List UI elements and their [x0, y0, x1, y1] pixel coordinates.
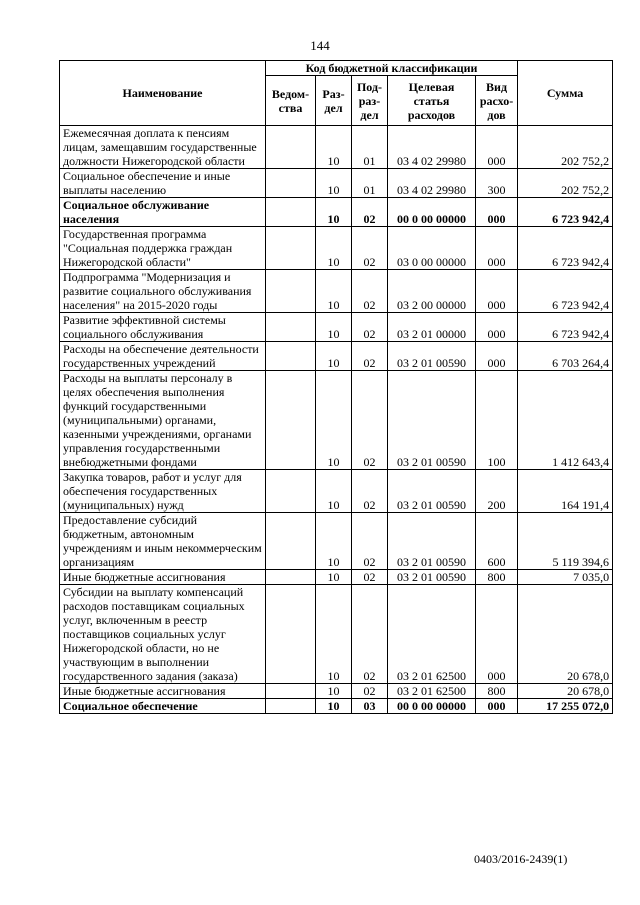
- row-name: Предоставление субсидий бюджетным, автономным учреждениям и иным некоммерческим организациям: [60, 513, 266, 570]
- row-podrazdel: 02: [352, 342, 388, 371]
- header-name: Наименование: [60, 61, 266, 126]
- header-vedomstvo: Ведом-ства: [266, 76, 316, 126]
- row-target-article: 03 2 01 00590: [388, 513, 476, 570]
- row-sum: 202 752,2: [518, 126, 613, 169]
- row-razdel: 10: [316, 169, 352, 198]
- row-vedomstvo: [266, 313, 316, 342]
- row-vedomstvo: [266, 570, 316, 585]
- row-name: Социальное обслуживание населения: [60, 198, 266, 227]
- table-row: [60, 570, 613, 585]
- table-row: [60, 342, 613, 371]
- row-name: Иные бюджетные ассигнования: [60, 684, 266, 699]
- row-expense-type: 000: [476, 227, 518, 270]
- row-target-article: 03 4 02 29980: [388, 126, 476, 169]
- header-classification-code: Код бюджетной классификации: [266, 61, 518, 76]
- table-row: [60, 227, 613, 270]
- row-podrazdel: 02: [352, 684, 388, 699]
- row-target-article: 00 0 00 00000: [388, 198, 476, 227]
- table-row: [60, 513, 613, 570]
- table-row: [60, 126, 613, 169]
- row-vedomstvo: [266, 342, 316, 371]
- row-vedomstvo: [266, 699, 316, 714]
- row-podrazdel: 02: [352, 513, 388, 570]
- row-vedomstvo: [266, 270, 316, 313]
- row-podrazdel: 02: [352, 270, 388, 313]
- row-name: Социальное обеспечение и иные выплаты населению: [60, 169, 266, 198]
- row-podrazdel: 01: [352, 169, 388, 198]
- row-expense-type: 800: [476, 570, 518, 585]
- row-sum: 20 678,0: [518, 585, 613, 684]
- row-sum: 17 255 072,0: [518, 699, 613, 714]
- row-sum: 202 752,2: [518, 169, 613, 198]
- row-podrazdel: 02: [352, 227, 388, 270]
- row-expense-type: 000: [476, 198, 518, 227]
- row-name: Подпрограмма "Модернизация и развитие социального обслуживания населения" на 2015-2020 годы: [60, 270, 266, 313]
- row-podrazdel: 03: [352, 699, 388, 714]
- row-name: Расходы на обеспечение деятельности государственных учреждений: [60, 342, 266, 371]
- row-podrazdel: 02: [352, 371, 388, 470]
- table-row: [60, 169, 613, 198]
- row-sum: 6 723 942,4: [518, 227, 613, 270]
- row-razdel: 10: [316, 270, 352, 313]
- row-name: Государственная программа "Социальная поддержка граждан Нижегородской области": [60, 227, 266, 270]
- row-expense-type: 000: [476, 270, 518, 313]
- row-expense-type: 800: [476, 684, 518, 699]
- header-target-article: Целевая статья расходов: [388, 76, 476, 126]
- row-sum: 6 703 264,4: [518, 342, 613, 371]
- row-name: Закупка товаров, работ и услуг для обеспечения государственных (муниципальных) нужд: [60, 470, 266, 513]
- row-sum: 5 119 394,6: [518, 513, 613, 570]
- row-vedomstvo: [266, 227, 316, 270]
- row-vedomstvo: [266, 684, 316, 699]
- budget-table: [59, 60, 613, 714]
- row-razdel: 10: [316, 198, 352, 227]
- row-razdel: 10: [316, 371, 352, 470]
- header-podrazdel: Под-раз-дел: [352, 76, 388, 126]
- row-name: Развитие эффективной системы социального обслуживания: [60, 313, 266, 342]
- row-target-article: 03 0 00 00000: [388, 227, 476, 270]
- row-podrazdel: 02: [352, 313, 388, 342]
- row-razdel: 10: [316, 342, 352, 371]
- row-sum: 6 723 942,4: [518, 198, 613, 227]
- row-razdel: 10: [316, 313, 352, 342]
- row-target-article: 03 2 01 00590: [388, 371, 476, 470]
- row-expense-type: 000: [476, 699, 518, 714]
- row-expense-type: 600: [476, 513, 518, 570]
- header-razdel: Раз-дел: [316, 76, 352, 126]
- row-vedomstvo: [266, 371, 316, 470]
- row-target-article: 03 2 01 62500: [388, 585, 476, 684]
- row-sum: 20 678,0: [518, 684, 613, 699]
- row-target-article: 03 2 01 62500: [388, 684, 476, 699]
- row-expense-type: 000: [476, 585, 518, 684]
- row-expense-type: 000: [476, 342, 518, 371]
- table-row: [60, 684, 613, 699]
- row-target-article: 03 2 00 00000: [388, 270, 476, 313]
- document-number: 0403/2016-2439(1): [474, 852, 568, 866]
- row-expense-type: 100: [476, 371, 518, 470]
- row-target-article: 03 2 01 00590: [388, 342, 476, 371]
- row-podrazdel: 02: [352, 198, 388, 227]
- row-vedomstvo: [266, 198, 316, 227]
- row-name: Социальное обеспечение: [60, 699, 266, 714]
- row-razdel: 10: [316, 126, 352, 169]
- row-target-article: 03 2 01 00000: [388, 313, 476, 342]
- row-razdel: 10: [316, 699, 352, 714]
- row-name: Субсидии на выплату компенсаций расходов поставщикам социальных услуг, включенным в реестр поставщиков социальных услуг Нижегородской области, но не участвующим в выполнении государственного задания (заказа): [60, 585, 266, 684]
- row-razdel: 10: [316, 513, 352, 570]
- row-sum: 7 035,0: [518, 570, 613, 585]
- row-expense-type: 300: [476, 169, 518, 198]
- row-vedomstvo: [266, 470, 316, 513]
- header-sum: Сумма: [518, 61, 613, 126]
- row-razdel: 10: [316, 470, 352, 513]
- row-razdel: 10: [316, 684, 352, 699]
- row-name: Иные бюджетные ассигнования: [60, 570, 266, 585]
- row-target-article: 03 4 02 29980: [388, 169, 476, 198]
- table-row: [60, 198, 613, 227]
- table-row: [60, 585, 613, 684]
- row-expense-type: 200: [476, 470, 518, 513]
- row-sum: 6 723 942,4: [518, 313, 613, 342]
- table-row: [60, 270, 613, 313]
- page-number: 144: [310, 38, 330, 53]
- table-row: [60, 313, 613, 342]
- table-row: [60, 470, 613, 513]
- row-razdel: 10: [316, 227, 352, 270]
- row-podrazdel: 02: [352, 570, 388, 585]
- row-vedomstvo: [266, 169, 316, 198]
- row-razdel: 10: [316, 570, 352, 585]
- row-vedomstvo: [266, 126, 316, 169]
- row-vedomstvo: [266, 513, 316, 570]
- row-podrazdel: 01: [352, 126, 388, 169]
- table-row: [60, 699, 613, 714]
- row-target-article: 03 2 01 00590: [388, 570, 476, 585]
- row-name: Ежемесячная доплата к пенсиям лицам, замещавшим государственные должности Нижегородской области: [60, 126, 266, 169]
- row-expense-type: 000: [476, 126, 518, 169]
- row-podrazdel: 02: [352, 470, 388, 513]
- row-expense-type: 000: [476, 313, 518, 342]
- row-name: Расходы на выплаты персоналу в целях обеспечения выполнения функций государственными (муниципальными) органами, казенными учреждениями, органами управления государственными внебюджетными фондами: [60, 371, 266, 470]
- row-target-article: 03 2 01 00590: [388, 470, 476, 513]
- table-row: [60, 371, 613, 470]
- row-razdel: 10: [316, 585, 352, 684]
- header-expense-type: Вид расхо-дов: [476, 76, 518, 126]
- row-sum: 6 723 942,4: [518, 270, 613, 313]
- row-sum: 1 412 643,4: [518, 371, 613, 470]
- row-sum: 164 191,4: [518, 470, 613, 513]
- row-target-article: 00 0 00 00000: [388, 699, 476, 714]
- row-podrazdel: 02: [352, 585, 388, 684]
- row-vedomstvo: [266, 585, 316, 684]
